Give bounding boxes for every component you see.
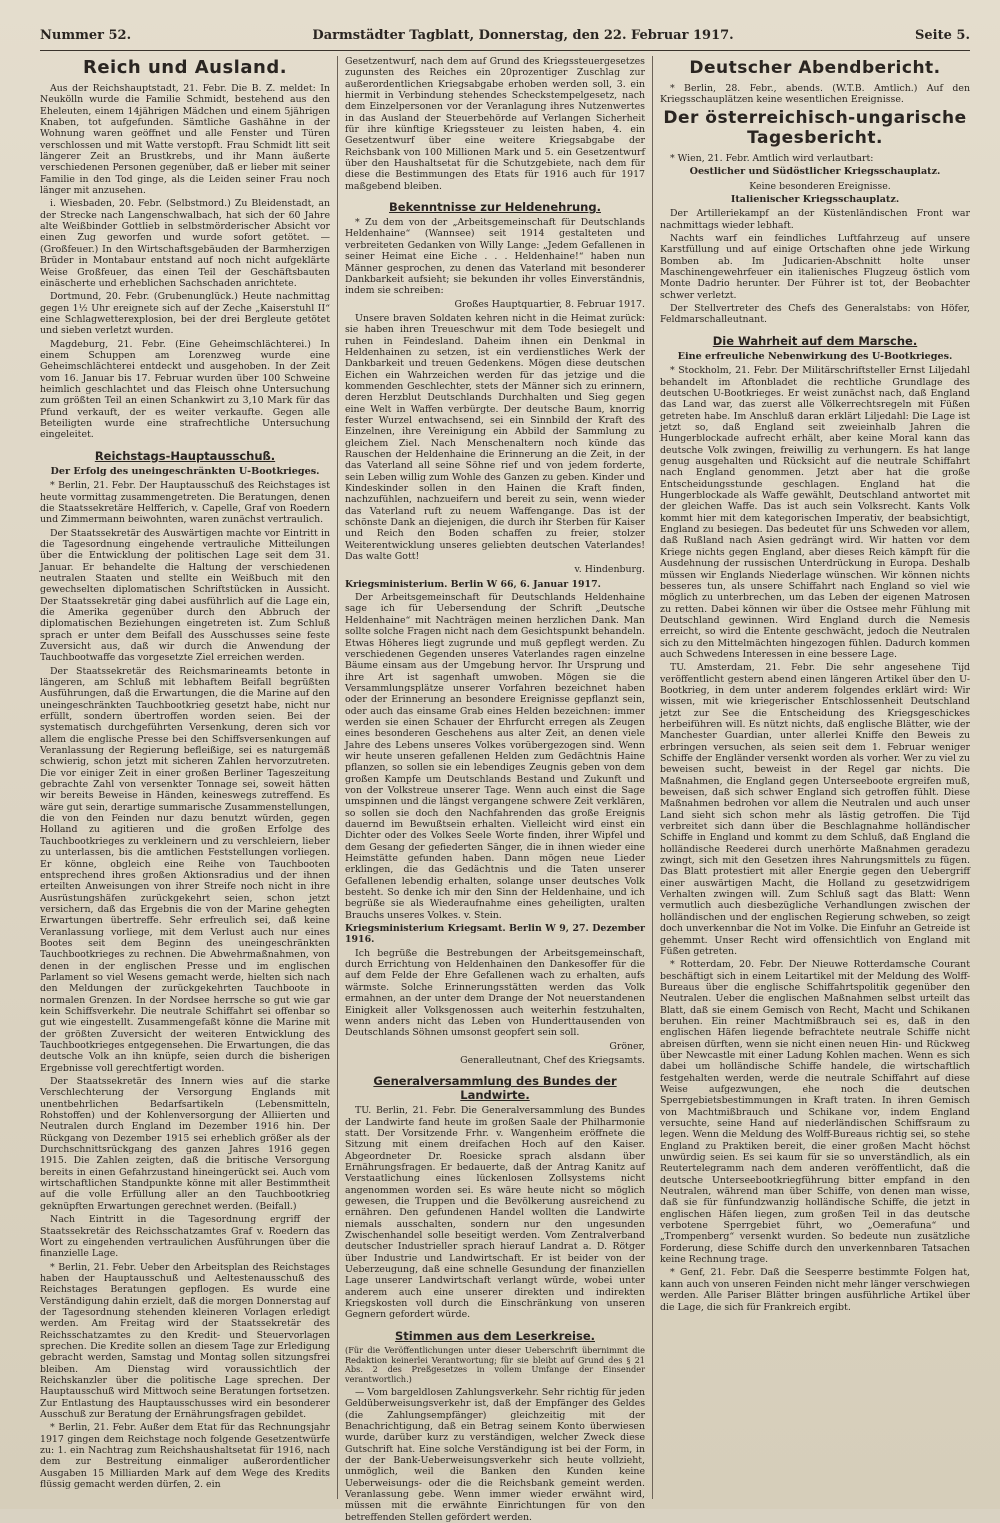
headline-oesterreich-bericht: Der österreichisch-ungarische Tagesbericht. [663, 107, 967, 148]
subheadline: Italienischer Kriegsschauplatz. [730, 193, 900, 205]
headline-deutscher-abendbericht: Deutscher Abendbericht. [689, 58, 941, 78]
headline-generalversammlung: Generalversammlung des Bundes der Landwirte. [373, 1074, 617, 1103]
column-rule-2 [652, 56, 653, 1499]
subheadline: Eine erfreuliche Nebenwirkung des U-Bootkrieges. [677, 350, 953, 362]
letter-dateline: Kriegsministerium. Berlin W 66, 6. Januar 1917. [345, 578, 601, 590]
letter-signature: Gröner, [609, 1040, 645, 1052]
article-paragraph: * Stockholm, 21. Febr. Der Militärschriftsteller Ernst Liljedahl behandelt im Aftonbladet die rechtliche Grundlage des deutschen U-Bootkrieges. Er weist zunächst nach, daß England das Land war, das zuerst alle Völkerrechtsregeln mit Füßen getreten habe. Im Anschluß daran erklärt Liljedahl: Die Lage ist jetzt so, daß England seit zweieinhalb Jahren die Hungerblockade aufrecht erhält, aber keine Moral kann das deutsche Volk zwingen, freiwillig zu verhungern. Es hat lange genug ausgehalten und Rücksicht auf die neutrale Schiffahrt nach England genommen. Jetzt aber hat die große Entscheidungsstunde geschlagen. England hat die Hungerblockade als Waffe gewählt, Deutschland antwortet mit der gleichen Waffe. Das ist auch sein Volksrecht. Kants Volk kommt hier mit dem kategorischen Imperativ, der beabsichtigt, England zu besiegen. Das bedeutet für uns Schweden vor allem, daß Rußland nach Asien gedrängt wird. Wir hatten vor dem Kriege nichts gegen England, aber dieses Reich kämpft für die Ausdehnung der russischen Unterdrückung in Europa. Deshalb müssen wir Englands Niederlage wünschen. Wir können nichts besseres tun, als unsere Schiffahrt nach England so viel wie möglich zu unterbrechen, um das Leben der eigenen Matrosen zu retten. Dabei können wir über die Ostsee mehr Fühlung mit Deutschland gewinnen. Wird England durch die Nemesis erreicht, so wird die Entente geschwächt, jedoch die Neutralen sich zu den Mittelmächten hingezogen fühlen. Dadurch kommen auch Schwedens Interessen in eine bessere Lage. [660, 365, 970, 660]
column-1 [40, 56, 330, 1501]
article-paragraph: — Vom bargeldlosen Zahlungsverkehr. Sehr richtig für jeden Geldüberweisungsverkehr ist, daß der Empfänger des Geldes (die Zahlungsempfänger) gleichzeitig mit der Benachrichtigung, daß ein Betrag seinem Konto überwiesen wurde, darüber kurz zu verständigen, welcher Zweck diese Gutschrift hat. Eine solche Verständigung ist bei der Form, in der der Bank-Ueberweisungsverkehr sich heute vollzieht, unmöglich, weil die Banken den Kunden keine Ueberweisungs- oder die die Reichsbank gemeint werden. Veranlassung gebe. Wenn immer wieder erwähnt wird, müssen mit die erwähnte Einrichtungen für von den betreffenden Stellen gefördert werden. [345, 1386, 645, 1523]
article-paragraph: * Genf, 21. Febr. Daß die Seesperre bestimmte Folgen hat, kann auch von unseren Feinden nicht mehr länger verschwiegen werden. Alle Pariser Blätter bringen ausführliche Artikel über die Lage, die sich für Frankreich ergibt. [660, 1267, 970, 1313]
article-paragraph: Der Stellvertreter des Chefs des Generalstabs: von Höfer, Feldmarschalleutnant. [660, 303, 970, 326]
letter-signature-title: Generalleutnant, Chef des Kriegsamts. [460, 1054, 645, 1066]
letter-dateline: Kriegsministerium Kriegsamt. Berlin W 9, 27. Dezember 1916. [345, 923, 645, 946]
letter-dateline: Großes Hauptquartier, 8. Februar 1917. [454, 298, 645, 310]
article-paragraph: Der Artilleriekampf an der Küstenländischen Front war nachmittags wieder lebhaft. [660, 208, 970, 231]
page-number: Seite 5. [915, 28, 970, 43]
headline-heldenehrung: Bekenntnisse zur Heldenehrung. [389, 200, 601, 215]
article-paragraph: Nachts warf ein feindliches Luftfahrzeug auf unsere Karstfüllung und auf einige Ortschaften ohne jede Wirkung Bomben ab. Im Judicarien-Abschnitt holte unser Maschinengewehrfeuer ein italienisches Flugzeug östlich vom Monte Dadrio herunter. Der Führer ist tot, der Beobachter schwer verletzt. [660, 233, 970, 301]
article-paragraph: TU. Amsterdam, 21. Febr. Die sehr angesehene Tijd veröffentlicht gestern abend einen längeren Artikel über den U-Bootkrieg, in dem unter anderem folgendes erklärt wird: Wir wissen, mit wie kriegerischer Entschlossenheit Deutschland jetzt zur See die Entscheidung des Kriegsgeschickes herbeiführen will. Es nützt nichts, daß englische Blätter, wie der Manchester Guardian, unter allerlei Kniffe den Beweis zu erbringen versuchen, als seien seit dem 1. Februar weniger Schiffe der Engländer versenkt worden als vorher. Wer zu viel zu beweisen sucht, beweist in der Regel gar nichts. Die Maßnahmen, die England gegen Unterseeboote ergreifen muß, beweisen, daß sich schwer England sich getroffen fühlt. Diese Maßnahmen bedrohen vor allem die Neutralen und auch unser Land sieht sich schon mehr als lästig getroffen. Die Tijd verbreitet sich dann über die Beschlagnahme holländischer Schiffe in England und kommt zu dem Schluß, daß England die holländische Reederei durch unerhörte Maßnahmen geradezu zwingt, sich mit den Gesetzen ihres Nahrungsmittels zu fügen. Das Blatt protestiert mit aller Energie gegen den Uebergriff einer auswärtigen Macht, die Holland zu gesetzwidrigem Verhalten zwingen will. Zum Schluß sagt das Blatt: Wenn vermutlich auch diesbezügliche Verhandlungen zwischen der holländischen und der englischen Regierung schweben, so zeigt doch unverkennbar die Not im Volke. Die Einfuhr an Getreide ist gehemmt. Unser Recht wird offensichtlich von England mit Füßen getreten. [660, 662, 970, 957]
article-paragraph: Der Staatssekretär des Innern wies auf die starke Verschlechterung der Versorgung Englands mit unentbehrlichen Bedarfsartikeln (Lebensmitteln, Rohstoffen) und der Kohlenversorgung der Alliierten und Neutralen durch England im Dezember 1916 hin. Der Rückgang von Dezember 1915 sei erheblich größer als der Durchschnittsrückgang des ganzen Jahres 1916 gegen 1915. Die Zahlen zeigten, daß die britische Versorgung bereits in einen Gefahrzustand hineingerückt sei. Auch vom wirtschaftlichen Standpunkte könne mit aller Bestimmtheit auf die volle Erfüllung aller an den Tauchbootkrieg geknüpften Erwartungen gerechnet werden. (Beifall.) [40, 1076, 330, 1212]
headline-hauptausschuss: Reichstags-Hauptausschuß. [94, 448, 276, 463]
article-paragraph: * Berlin, 21. Febr. Ueber den Arbeitsplan des Reichstages haben der Hauptausschuß und Aeltestenausschuß des Reichstages Beratungen gepflogen. Es wurde eine Verständigung dahin erzielt, daß die morgen Donnerstag auf der Tagesordnung stehenden kleineren Vorlagen erledigt werden. Am Freitag wird der Staatssekretär des Reichsschatzamtes zu den Kredit- und Steuervorlagen sprechen. Die Kredite sollen an diesem Tage zur Erledigung gebracht werden, Samstag und Montag sollen sitzungsfrei bleiben. Am Dienstag wird voraussichtlich der Reichskanzler über die politische Lage sprechen. Der Hauptausschuß wird Mittwoch seine Beratungen fortsetzen. Zur Entlastung des Hauptausschusses wird ein besonderer Ausschuß zur Beratung der Ernährungsfragen gebildet. [40, 1261, 330, 1420]
article-paragraph: TU. Berlin, 21. Febr. Die Generalversammlung des Bundes der Landwirte fand heute im großen Saale der Philharmonie statt. Der Vorsitzende Frhr. v. Wangenheim eröffnete die Sitzung mit einem dreifachen Hoch auf den Kaiser. Abgeordneter Dr. Roesicke sprach alsdann über Ernährungsfragen. Er bedauerte, daß der Antrag Kanitz auf Verstaatlichung eines lückenlosen Zollsystems nicht angenommen worden sei. Es wäre heute nicht so möglich gewesen, die Truppen und die Bevölkerung ausreichend zu ernähren. Den gefundenen Handel wollten die Landwirte niemals ausschalten, sondern nur den ungesunden Zwischenhandel solle beseitigt werden. Vom Zentralverband deutscher Industrieller sprach hierauf Landrat a. D. Rötger über Industrie und Landwirtschaft. Er ist beider von der Ueberzeugung, daß eine schnelle Gesundung der finanziellen Lage unserer Landwirtschaft verlangt würde, wobei unter anderem auch eine unserer direkten und indirekten Kriegskosten voll durch die Einschränkung von unseren Gegnern gefordert würde. [345, 1105, 645, 1321]
article-paragraph: * Zu dem von der „Arbeitsgemeinschaft für Deutschlands Heldenhaine“ (Wannsee) seit 1914 gestalteten und verbreiteten Gedanken von Willy Lange: „Jedem Gefallenen in seiner Heimat eine Eiche . . . Heldenhaine!“ haben nun Männer gesprochen, zu denen das Vaterland mit besonderer Dankbarkeit aufsieht; sie bekunden ihr volles Einverständnis, indem sie schreiben: [345, 217, 645, 297]
disclaimer-note: (Für die Veröffentlichungen unter dieser Ueberschrift übernimmt die Redaktion keinerlei Verantwortung; für sie bleibt auf Grund des § 21 Abs. 2 des Preßgesetzes in vollem Umfange der Einsender verantwortlich.) [345, 1344, 645, 1385]
column-rule-1 [337, 56, 338, 1499]
column-3 [660, 56, 970, 1501]
article-paragraph: Der Staatssekretär des Auswärtigen machte vor Eintritt in die Tagesordnung eingehende vertrauliche Mitteilungen über die Entwicklung der politischen Lage seit dem 31. Januar. Er behandelte die Haltung der verschiedenen neutralen Staaten und stellte ein Weißbuch mit den gewechselten diplomatischen Schriftstücken in Aussicht. Der Staatssekretär ging dabei ausführlich auf die Lage ein, die Amerika gegenüber durch den Abbruch der diplomatischen Beziehungen eingetreten ist. Zum Schluß sprach er unter dem Beifall des Ausschusses seine feste Zuversicht aus, daß wir durch die Anwendung der Tauchbootwaffe das vorgesetzte Ziel erreichen werden. [40, 527, 330, 664]
subheadline: Der Erfolg des uneingeschränkten U-Bootkrieges. [50, 465, 320, 477]
article-paragraph: * Wien, 21. Febr. Amtlich wird verlautbart: [670, 152, 874, 164]
article-paragraph: Dortmund, 20. Febr. (Grubenunglück.) Heute nachmittag gegen 1½ Uhr ereignete sich auf der Zeche „Kaiserstuhl II“ eine Schlagwetterexplosion, bei der drei Bergleute getötet und sieben verletzt wurden. [40, 291, 330, 337]
letter-signature: v. Hindenburg. [574, 564, 645, 576]
article-paragraph: * Berlin, 21. Febr. Der Hauptausschuß des Reichstages ist heute vormittag zusammengetreten. Die Beratungen, denen die Staatssekretäre Helfferich, v. Capelle, Graf von Roedern und Zimmermann beiwohnten, waren zunächst vertraulich. [40, 480, 330, 526]
article-paragraph: Gesetzentwurf, nach dem auf Grund des Kriegssteuergesetzes zugunsten des Reiches ein 20prozentiger Zuschlag zur außerordentlichen Kriegsabgabe erhoben werden soll, 3. ein hiermit in Verbindung stehendes Scheckstempelgesetz, nach dem Einzelpersonen vor der Veranlagung ihres Nutzenwertes in das Ausland der Steuerbehörde auf Verlangen Sicherheit für ihre künftige Kriegssteuer zu leisten haben, 4. ein Gesetzentwurf über eine weitere Kriegsabgabe der Reichsbank von 100 Millionen Mark und 5. ein Gesetzentwurf über den Haushaltsetat für die Schutzgebiete, nach dem für diese die Bestimmungen des Etats für 1916 auch für 1917 maßgebend bleiben. [345, 56, 645, 192]
issue-number: Nummer 52. [40, 28, 132, 43]
headline-leserkreis: Stimmen aus dem Leserkreise. [394, 1328, 595, 1343]
article-paragraph: Der Arbeitsgemeinschaft für Deutschlands Heldenhaine sage ich für Uebersendung der Schrift „Deutsche Heldenhaine“ mit Nachträgen meinen herzlichen Dank. Man sollte solche Fragen nicht nach dem Gesichtspunkt behandeln. Etwas Höheres liegt zugrunde und muß gepflegt werden. Zu verschiedenen Gegenden unseres Vaterlandes ragen einzelne Bäume einsam aus der Umgebung hervor. Ihr Ursprung und ihre Art ist sagenhaft umwoben. Mögen sie die Versammlungsplätze unserer Vorfahren bezeichnet haben oder der Erinnerung an besondere Ereignisse gepflanzt sein, oder auch das einsame Grab eines Helden bezeichnen: immer werden sie einen Schauer der Ehrfurcht erregen als Zeugen eines besonderen Geschehens aus alter Zeit, an denen viele Jahre des Lebens unseres Volkes vorübergezogen sind. Wenn wir heute unseren gefallenen Helden zum Gedächtnis Haine pflanzen, so sollen sie ein lebendiges Zeugnis geben von dem großen Kampfe um Deutschlands Bestand und Zukunft und von der Volkstreue unserer Tage. Wenn auch einst die Sage umspinnen und die längst vergangene schwere Zeit verklären, so sollen sie doch den Nachfahrenden das große Ereignis dauernd im Bewußtsein erhalten. Vielleicht wird einst ein Dichter oder des Volkes Seele Worte finden, ihrer Wipfel und dem Gesang der gefiederten Sänger, die in ihnen wieder eine Heimstätte gefunden haben. Dann mögen neue Lieder erklingen, die das Gedächtnis und die Taten unserer Gefallenen lebendig erhalten, solange unser deutsches Volk besteht. So denke ich mir den Sinn der Heldenhaine, und ich begrüße sie als Wiederaufnahme eines geheiligten, uralten Brauchs unseres Volkes. v. Stein. [345, 592, 645, 921]
article-paragraph: Keine besonderen Ereignisse. [749, 180, 891, 192]
article-paragraph: i. Wiesbaden, 20. Febr. (Selbstmord.) Zu Bleidenstadt, an der Strecke nach Langenschwalbach, hat sich der 60 Jahre alte Weißbinder Gottlieb in selbstmörderischer Absicht vor einen Zug geworfen und wurde sofort getötet. — (Großfeuer.) In den Wirtschaftsgebäuden der Barmherzigen Brüder in Montabaur entstand auf noch nicht aufgeklärte Weise Großfeuer, das einen Teil der Geschäftsbauten einäscherte und erheblichen Sachschaden anrichtete. [40, 198, 330, 289]
article-paragraph: Ich begrüße die Bestrebungen der Arbeitsgemeinschaft, durch Errichtung von Heldenhainen den Dankesoffer für die auf dem Felde der Ehre Gefallenen wach zu erhalten, aufs wärmste. Solche Erinnerungsstätten werden das Volk ermahnen, an der unter dem Drange der Not neuerstandenen Einigkeit aller Volksgenossen auch weiterhin festzuhalten, wenn anders nicht das Leben von Hunderttausenden von Deutschlands Söhnen umsonst geopfert sein soll. [345, 947, 645, 1039]
article-paragraph: * Rotterdam, 20. Febr. Der Nieuwe Rotterdamsche Courant beschäftigt sich in einem Leitartikel mit der Meldung des Wolff-Bureaus über die englische Schiffahrtspolitik gegenüber den Neutralen. Ueber die englischen Maßnahmen selbst urteilt das Blatt, daß sie einem Gemisch von Recht, Macht und Schikanen beruhen. Ein reiner Machtmißbrauch sei es, daß in den englischen Häfen liegende befrachtete neutrale Schiffe nicht abreisen dürften, wenn sie nicht einen neuen Hin- und Rückweg über Newcastle mit einer Ladung Kohlen machen. Wenn es sich dabei um holländische Schiffe handele, die wirtschaftlich festgehalten werden, werde die neutrale Schiffahrt auf diese Weise aufgezwungen, ehe noch die deutschen Sperrgebietsbestimmungen in Kraft traten. In ihren Gemisch von Machtmißbrauch und Schikane vor, indem England versuchte, seine Hand auf niederländischen Schiffsraum zu legen. Wenn die Meldung des Wolff-Bureaus richtig sei, so stehe England zu Praktiken bereit, die einer großen Macht höchst unwürdig seien. Es sei kaum für sie so unverständlich, als ein Reutertelegramm nach dem anderen veröffentlicht, daß die deutsche Unterseebootkriegführung bitter empfand in den Neutralen, während man über Schiffe, von denen man wisse, daß sie für fünfundzwanzig holländische Schiffe, die jetzt in englischen Häfen liegen, zum großen Teil in das deutsche verbotene Sperrgebiet führt, wo „Oemerafuna“ und „Trompenberg“ versenkt wurden. So bedeute nun zusätzliche Forderung, diese Schiffe durch den unverkennbaren Tatsachen keine Rechnung trage. [660, 959, 970, 1266]
column-2 [345, 56, 645, 1523]
newspaper-dateline: Darmstädter Tagblatt, Donnerstag, den 22. Februar 1917. [312, 28, 734, 43]
article-paragraph: Aus der Reichshauptstadt, 21. Febr. Die B. Z. meldet: In Neukölln wurde die Familie Schmidt, bestehend aus den Eheleuten, einem 14jährigen Mädchen und einem 5jährigen Knaben, tot aufgefunden. Sämtliche Gashähne in der Wohnung waren geöffnet und alle Fenster und Türen verschlossen und mit Watte verstopft. Frau Schmidt litt seit längerer Zeit an Brustkrebs, und ihr Mann äußerte verschiedenen Personen gegenüber, daß er lieber mit seiner Familie in den Tod ginge, als die Leiden seiner Frau noch länger mit anzusehen. [40, 83, 330, 197]
article-paragraph: Der Staatssekretär des Reichsmarineamts betonte in längeren, am Schluß mit lebhaftem Beifall begrüßten Ausführungen, daß die Erwartungen, die die Marine auf den uneingeschränkten Tauchbootkrieg gesetzt habe, nicht nur erfüllt, sondern übertroffen worden seien. Bei der systematisch durchgeführten Versenkung, deren sich vor allem die englische Presse bei den Schiffsversenkungen auf Veranlassung der Regierung befleißige, sei es naturgemäß schwierig, schon jetzt mit sicheren Zahlen hervorzutreten. Die vor einiger Zeit in einer großen Berliner Tageszeitung gebrachte Zahl von versenkter Tonnage sei, soweit hätten wir bereits Beweise in Händen, keineswegs zutreffend. Es wäre gut sein, derartige summarische Zusammenstellungen, die von den Feinden nur dazu benutzt würden, gegen Holland zu agitieren und die großen Erfolge des Tauchbootkrieges zu verkleinern und zu verschleiern, lieber zu unterlassen, bis die amtlichen Feststellungen vorliegen. Er könne, obgleich eine Reihe von Tauchbooten entsprechend ihres großen Aktionsradius und der ihnen erteilten Anweisungen von ihrer Streife noch nicht in ihre Ausrüstungshäfen zurückgekehrt seien, schon jetzt versichern, daß das Ergebnis die von der Marine gehegten Erwartungen übertreffe. Sehr erfreulich sei, daß keine Veranlassung vorliege, mit dem Verlust auch nur eines Bootes seit dem Beginn des uneingeschränkten Tauchbootkrieges zu rechnen. Die Abwehrmaßnahmen, von denen in der englischen Presse und im englischen Parlament so viel Wesens gemacht werde, hielten sich nach den Meldungen der zurückgekehrten Tauchboote in normalen Grenzen. In der Nordsee herrsche so gut wie gar kein Schiffsverkehr. Die neutrale Schiffahrt sei offenbar so gut wie eingestellt. Zusammengefaßt könne die Marine mit der größten Zuversicht der weiteren Entwicklung des Tauchbootkrieges entgegensehen. Die Erwartungen, die das deutsche Volk an ihn knüpfe, seien durch die bisherigen Ergebnisse voll gerechtfertigt worden. [40, 665, 330, 1074]
subheadline: Oestlicher und Südöstlicher Kriegsschauplatz. [689, 166, 941, 178]
article-paragraph: * Berlin, 21. Febr. Außer dem Etat für das Rechnungsjahr 1917 gingen dem Reichstage noch folgende Gesetzentwürfe zu: 1. ein Nachtrag zum Reichshaushaltsetat für 1916, nach dem zur Bestreitung einmaliger außerordentlicher Ausgaben 15 Milliarden Mark auf dem Wege des Kredits flüssig gemacht werden dürfen, 2. ein [40, 1422, 330, 1491]
article-paragraph: Unsere braven Soldaten kehren nicht in die Heimat zurück: sie haben ihren Treueschwur mit dem Tode besiegelt und ruhen in Feindesland. Daheim ihnen ein Denkmal in Heldenhainen zu setzen, ist ein verdienstliches Werk der Dankbarkeit und treuen Gedenkens. Mögen diese deutschen Eichen ein Wahrzeichen werden für das jetzige und die kommenden Geschlechter, stets der Männer sich zu erinnern, deren Herzblut Deutschlands Durchhalten und Sieg gegen eine Welt in Waffen verbürgte. Der deutsche Baum, knorrig fester Wurzel entwachsend, sei ein Sinnbild der Kraft des Einzelnen, ihre Vereinigung ein Abbild der Sammlung zu gleichem Ziel. Nach Menschenaltern noch künde das Rauschen der Heldenhaine die Erinnerung an die Zeit, in der das Vaterland all seine Söhne rief und von jedem forderte, sein Leben willig zum Wohle des Ganzen zu geben. Kinder und Kindeskinder sollen in den Hainen die Kraft finden, nachzufühlen, nachzueifern und bereit zu sein, wenn wieder das Vaterland ruft zu neuem Waffengange. Das ist der schönste Dank an diejenigen, die durch ihr Sterben für Kaiser und Reich den Boden schaffen zu freier, stolzer Weiterentwicklung unseres geliebten deutschen Vaterlandes! Das walte Gott! [345, 312, 645, 563]
page-header [40, 28, 970, 51]
headline-wahrheit: Die Wahrheit auf dem Marsche. [712, 333, 918, 348]
article-paragraph: Nach Eintritt in die Tagesordnung ergriff der Staatssekretär des Reichsschatzamtes Graf v. Roedern das Wort zu eingehenden vertraulichen Ausführungen über die finanzielle Lage. [40, 1214, 330, 1260]
article-paragraph: * Berlin, 28. Febr., abends. (W.T.B. Amtlich.) Auf den Kriegsschauplätzen keine wesentlichen Ereignisse. [660, 83, 970, 106]
article-paragraph: Magdeburg, 21. Febr. (Eine Geheimschlächterei.) In einem Schuppen am Lorenzweg wurde eine Geheimschlächterei entdeckt und ausgehoben. In der Zeit vom 16. Januar bis 17. Februar wurden über 100 Schweine heimlich geschlachtet und das Fleisch ohne Untersuchung zum größten Teil an einen Schankwirt zu 3,10 Mark für das Pfund verkauft, der es weiter verkaufte. Gegen alle Beteiligten wurde eine strafrechtliche Untersuchung eingeleitet. [40, 338, 330, 441]
section-title-reich-und-ausland: Reich und Ausland. [82, 57, 288, 78]
